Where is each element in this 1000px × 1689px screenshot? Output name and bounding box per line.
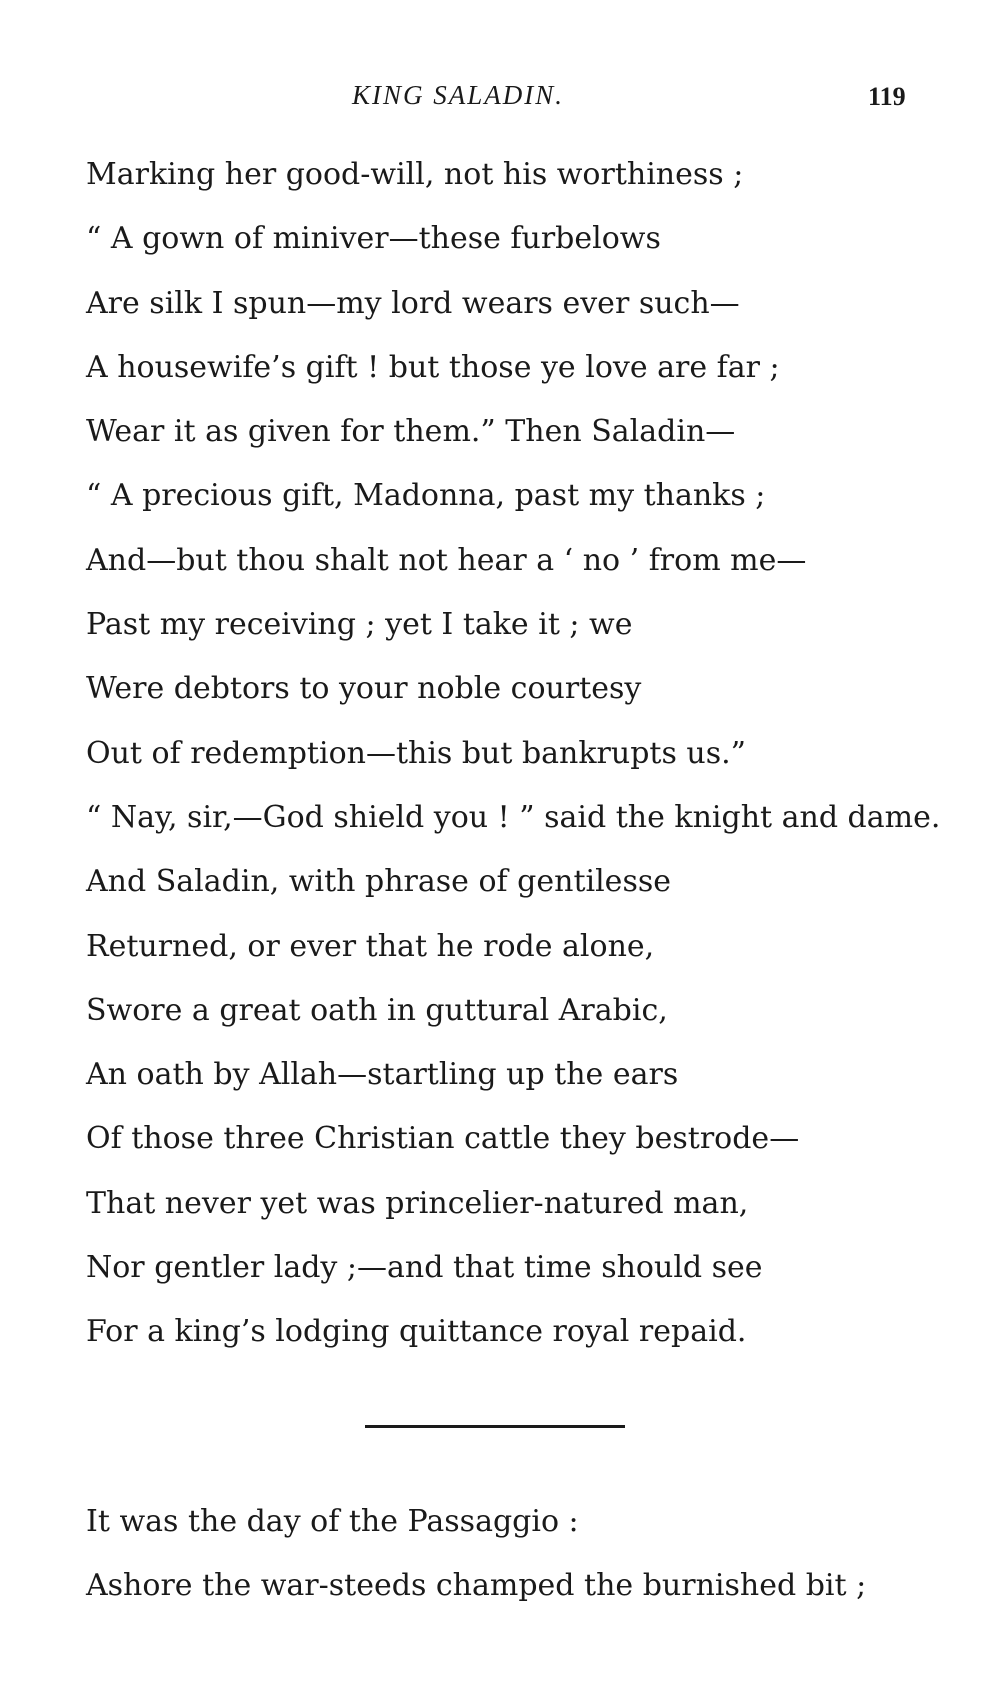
poem-line: “ A gown of miniver—these furbelows	[86, 221, 661, 257]
poem-line: And Saladin, with phrase of gentilesse	[86, 864, 671, 900]
poem-line: “ Nay, sir,—God shield you ! ” said the knight and dame.	[86, 799, 941, 835]
poem-line: It was the day of the Passaggio :	[86, 1504, 579, 1539]
poem-line: And—but thou shalt not hear a ‘ no ’ from me—	[86, 542, 807, 578]
poem-line: A housewife’s gift ! but those ye love are far ;	[86, 349, 780, 385]
poem-line: Are silk I spun—my lord wears ever such—	[86, 285, 740, 321]
running-head	[0, 74, 1000, 114]
poem-line: Of those three Christian cattle they bestrode—	[86, 1121, 800, 1157]
poem-line: That never yet was princelier-natured man,	[86, 1185, 749, 1221]
poem-line: Ashore the war-steeds champed the burnished bit ;	[86, 1568, 867, 1604]
poem-line: For a king’s lodging quittance royal repaid.	[86, 1314, 747, 1350]
poem-line: Out of redemption—this but bankrupts us.”	[86, 735, 746, 771]
running-title: KING SALADIN.	[352, 80, 565, 110]
poem-line: Swore a great oath in guttural Arabic,	[86, 992, 668, 1028]
next-section-stanza	[86, 1497, 986, 1626]
section-divider	[365, 1425, 625, 1428]
poem-line: Were debtors to your noble courtesy	[86, 671, 642, 707]
poem-line: Marking her good-will, not his worthiness ;	[86, 157, 744, 192]
poem-line: Nor gentler lady ;—and that time should see	[86, 1250, 763, 1286]
poem-line: Past my receiving ; yet I take it ; we	[86, 607, 633, 643]
poem-line: “ A precious gift, Madonna, past my thanks ;	[86, 478, 766, 514]
poem-stanza	[86, 150, 986, 1372]
page-number: 119	[868, 82, 906, 111]
poem-line: An oath by Allah—startling up the ears	[86, 1057, 679, 1093]
poem-line: Wear it as given for them.” Then Saladin—	[86, 414, 736, 450]
poem-line: Returned, or ever that he rode alone,	[86, 928, 655, 964]
